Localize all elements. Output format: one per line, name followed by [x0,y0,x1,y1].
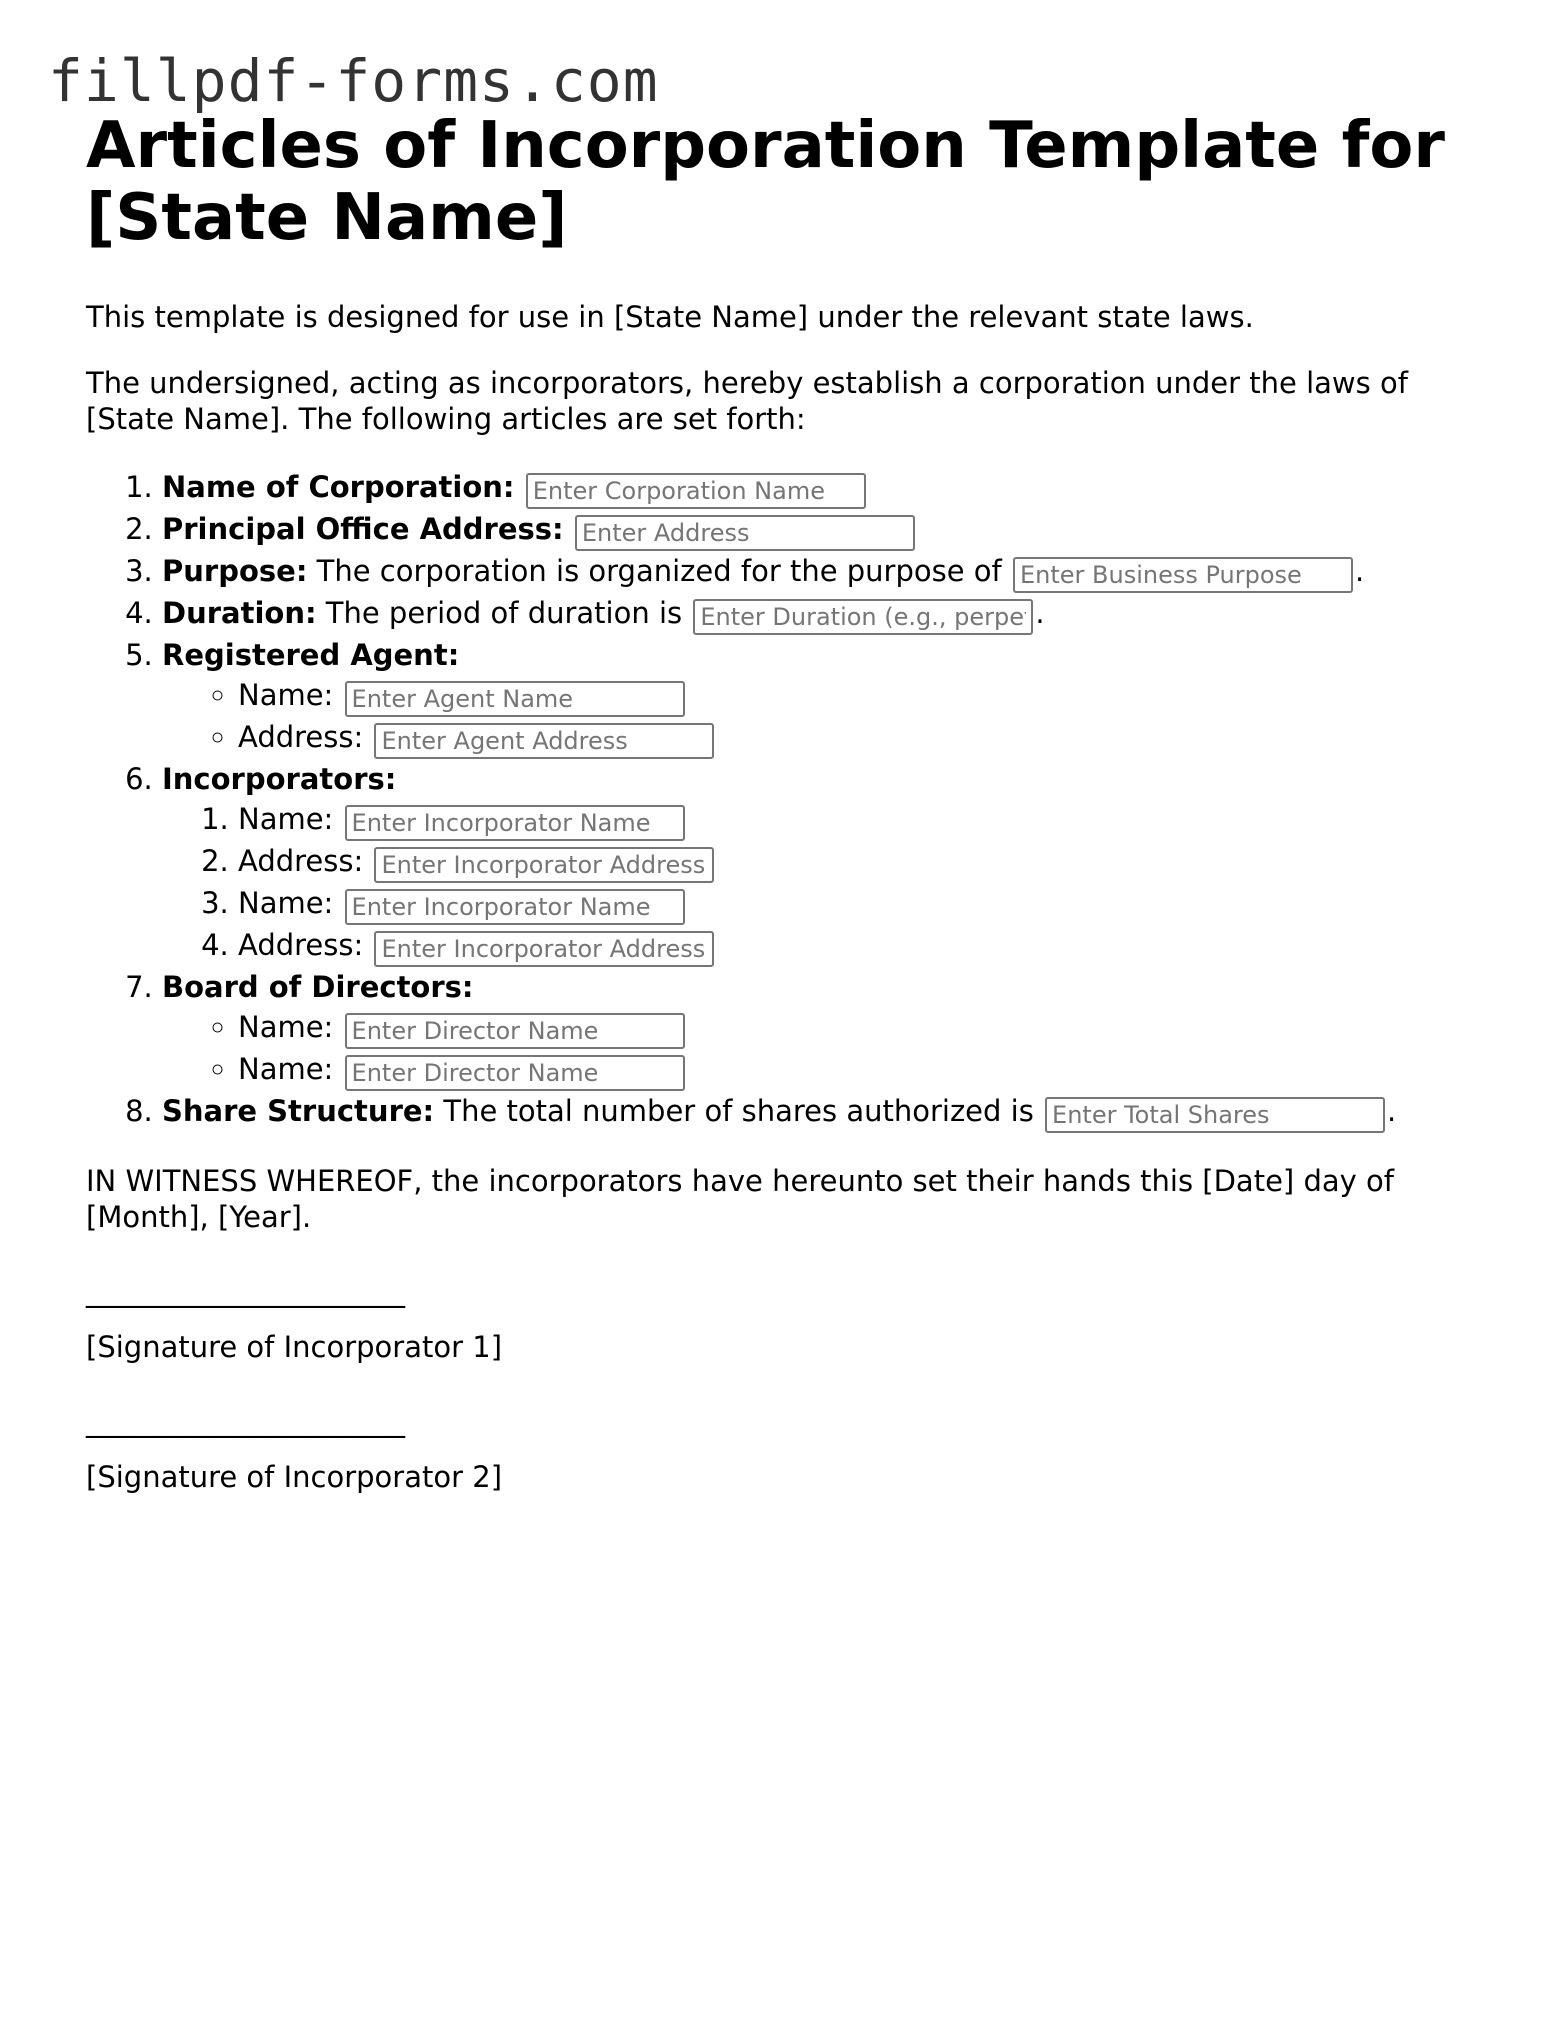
directors-list [162,1007,1486,1091]
business-purpose-input[interactable] [1013,557,1353,593]
article-label: Share Structure: [162,1094,435,1128]
field-label: Name: [238,678,334,712]
article-suffix: . [1354,554,1365,588]
field-label: Name: [238,802,334,836]
article-label: Purpose: [162,554,308,588]
field-label: Name: [238,1052,334,1086]
total-shares-input[interactable] [1045,1097,1385,1133]
witness-paragraph: IN WITNESS WHEREOF, the incorporators have hereunto set their hands this [Date] day of [Month], [Year]. [86,1164,1394,1234]
incorporator-name-input[interactable] [345,889,685,925]
document [86,110,1486,1495]
field-label: Address: [238,928,364,962]
agent-list [162,675,1486,759]
articles-list [86,467,1486,1133]
incorporator-address-input[interactable] [374,931,714,967]
article-text: The corporation is organized for the purpose of [316,554,1002,588]
article-suffix: . [1035,596,1045,630]
article-duration [162,593,1486,635]
list-item [238,799,1486,841]
page-title: Articles of Incorporation Template for [State Name] [86,109,1445,255]
field-label: Name: [238,886,334,920]
article-registered-agent [162,635,1486,759]
director-name-input[interactable] [345,1055,685,1091]
list-item [238,883,1486,925]
article-label: Principal Office Address: [162,512,564,546]
intro-paragraph-2: The undersigned, acting as incorporators, hereby establish a corporation under the laws of [State Name]. The following articles are set forth: [86,366,1408,436]
article-incorporators [162,759,1486,967]
article-name [162,467,1486,509]
agent-address-input[interactable] [374,723,714,759]
article-text: The period of duration is [325,596,683,630]
signature-line: ______________________ [86,1274,405,1308]
list-item [238,925,1486,967]
duration-input[interactable] [693,599,1033,635]
list-item [238,1007,1486,1049]
signature-label: [Signature of Incorporator 1] [86,1330,503,1364]
list-item [238,1049,1486,1091]
article-label: Incorporators: [162,762,397,796]
field-label: Address: [238,720,364,754]
article-share-structure [162,1091,1486,1133]
director-name-input[interactable] [345,1013,685,1049]
agent-name-input[interactable] [345,681,685,717]
article-label: Name of Corporation: [162,470,515,504]
field-label: Address: [238,844,364,878]
corporation-name-input[interactable] [526,473,866,509]
office-address-input[interactable] [575,515,915,551]
watermark: fillpdf-forms.com [48,47,659,115]
article-label: Duration: [162,596,317,630]
list-item [238,675,1486,717]
list-item [238,841,1486,883]
intro-paragraph-1: This template is designed for use in [State Name] under the relevant state laws. [86,300,1254,334]
list-item [238,717,1486,759]
article-board-of-directors [162,967,1486,1091]
signature-line: ______________________ [86,1404,405,1438]
article-text: The total number of shares authorized is [443,1094,1034,1128]
incorporator-name-input[interactable] [345,805,685,841]
article-purpose [162,551,1486,593]
article-label: Registered Agent: [162,638,460,672]
article-label: Board of Directors: [162,970,474,1004]
signature-label: [Signature of Incorporator 2] [86,1460,503,1494]
article-suffix: . [1387,1094,1397,1128]
incorporator-address-input[interactable] [374,847,714,883]
article-office [162,509,1486,551]
field-label: Name: [238,1010,334,1044]
incorporators-list [162,799,1486,967]
